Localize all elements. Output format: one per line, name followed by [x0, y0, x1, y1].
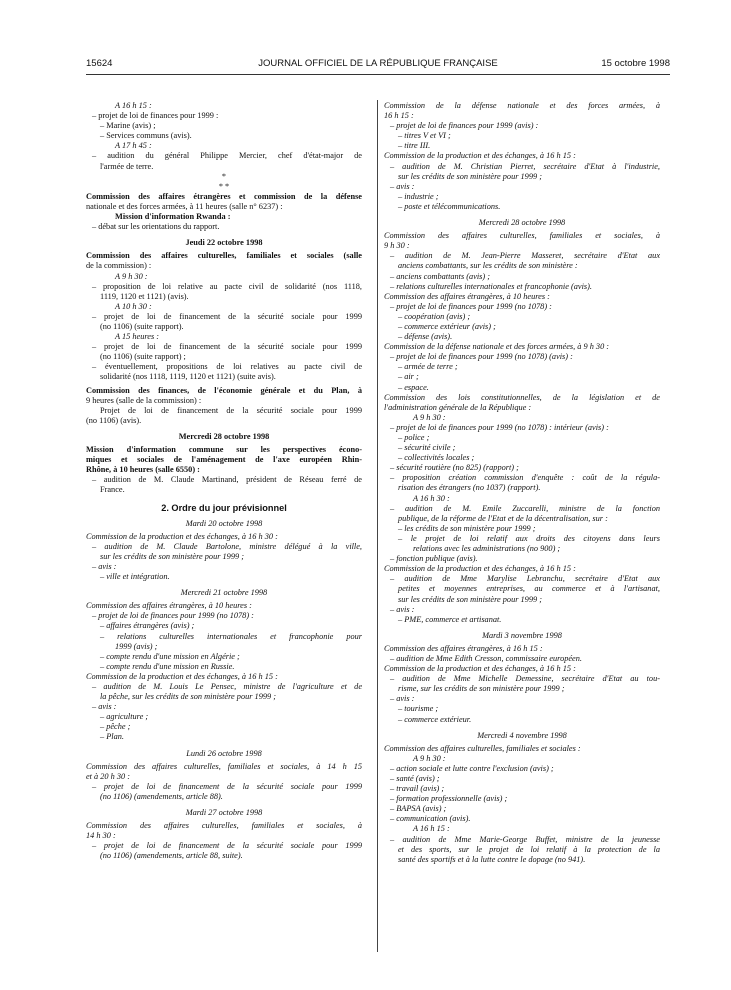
text-line: – armée de terre ; — [398, 362, 458, 372]
text-line: – santé (avis) ; — [390, 774, 440, 783]
text-line: – action sociale et lutte contre l'exclusion (avis) ; — [390, 763, 554, 773]
text-line: – avis : — [390, 694, 415, 704]
text-line: – audition de M. Jean-Pierre Masseret, secrétaire d'Etat aux — [390, 251, 660, 261]
text-line: – industrie ; — [398, 191, 439, 201]
text-line: anciens combattants, sur les crédits de son ministère : — [398, 261, 578, 271]
text-line: – commerce extérieur. — [398, 714, 472, 724]
text-line: – police ; — [398, 433, 430, 442]
text-line: France. — [100, 485, 125, 495]
text-line: 9 h 30 : — [384, 241, 410, 251]
text-line: relations avec les administrations (no 900) ; — [413, 544, 561, 554]
text-line: 14 h 30 : — [86, 831, 116, 841]
text-line: – le projet de loi relatif aux droits des citoyens dans leurs — [398, 533, 660, 543]
text-line: Lundi 26 octobre 1998 — [186, 748, 262, 758]
text-line: – projet de loi de finances pour 1999 (no 1078) : — [92, 611, 254, 621]
text-line: – fonction publique (avis). — [390, 554, 478, 564]
text-line: – formation professionnelle (avis) ; — [390, 794, 508, 804]
text-line: Rhône, à 10 heures (salle 6550) : — [86, 465, 200, 475]
text-line: (no 1106) (avis). — [86, 415, 142, 425]
text-line: – projet de loi de finances pour 1999 : — [92, 111, 219, 121]
text-line: risation des étrangers (no 1037) (rapport). — [398, 483, 541, 493]
text-line: – audition de M. Louis Le Pensec, ministre de l'agriculture et de — [92, 681, 362, 691]
text-line: 9 heures (salle de la commission) : — [86, 395, 202, 405]
text-line: A 10 h 30 : — [115, 301, 152, 311]
text-line: – agriculture ; — [100, 712, 149, 722]
text-line: – titres V et VI ; — [398, 131, 451, 141]
text-line: Mission d'information commune sur les perspectives écono- — [86, 445, 362, 454]
text-line: la pêche, sur les crédits de son ministère pour 1999 ; — [100, 692, 276, 702]
text-line: – éventuellement, propositions de loi relatives au pacte civil de — [92, 362, 362, 372]
text-line: Mercredi 4 novembre 1998 — [477, 730, 567, 740]
text-line: – relations culturelles internationales et francophonie (avis). — [390, 281, 592, 291]
text-line: Mardi 27 octobre 1998 — [185, 808, 263, 817]
text-line: Commission des lois constitutionnelles, de la législation et de — [384, 392, 660, 402]
text-line: – projet de loi de financement de la sécurité sociale pour 1999 — [92, 342, 362, 352]
spacer — [86, 495, 362, 501]
text-line: petites et moyennes entreprises, au commerce et à l'artisanat, — [398, 584, 660, 594]
text-line: – avis : — [390, 181, 415, 191]
text-line: risme, sur les crédits de son ministère pour 1999 ; — [398, 684, 565, 694]
text-line: – audition de Mme Michelle Demessine, secrétaire d'Etat au tou- — [390, 674, 660, 684]
text-line: Commission de la défense nationale et des forces armées, à 9 h 30 : — [384, 342, 610, 352]
text-line: Commission de la défense nationale et des forces armées, à — [384, 101, 660, 110]
text-line: – avis : — [390, 604, 415, 614]
text-line: (no 1106) (suite rapport) ; — [100, 352, 186, 362]
text-line: 16 h 15 : — [384, 111, 414, 121]
text-line: – audition de M. Claude Martinand, président de Réseau ferré de — [92, 475, 362, 485]
text-line: A 16 h 15 : — [115, 101, 152, 110]
text-line: Commission des affaires culturelles, familiales et sociales, à — [384, 231, 660, 241]
text-line: nationale et des forces armées, à 11 heures (salle n° 6237) : — [86, 201, 283, 211]
text-line: publique, de la réforme de l'Etat et de la décentralisation, sur : — [398, 513, 608, 523]
text-line: A 16 h 30 : — [413, 493, 450, 503]
text-line: – PME, commerce et artisanat. — [398, 614, 502, 624]
text-line: (no 1106) (suite rapport). — [100, 321, 184, 331]
text-line: – collectivités locales ; — [398, 453, 475, 463]
text-line: et à 20 h 30 : — [86, 771, 131, 781]
text-line: 1119, 1120 et 1121) (avis). — [100, 291, 189, 301]
text-line: Commission de la production et des échanges, à 16 h 15 : — [86, 671, 278, 681]
text-line: Commission des affaires étrangères, à 10 heures : — [384, 291, 550, 301]
text-line: l'armée de terre. — [100, 161, 154, 171]
text-line: – audition du général Philippe Mercier, chef d'état-major de — [92, 151, 362, 161]
text-line: – Plan. — [100, 732, 124, 742]
text-line: Mission d'information Rwanda : — [115, 212, 231, 222]
text-line: – audition de M. Claude Bartolone, ministre délégué à la ville, — [92, 541, 362, 551]
text-line: Mercredi 28 octobre 1998 — [478, 218, 566, 228]
text-line: – les crédits de son ministère pour 1999 ; — [398, 523, 536, 533]
text-line: – sécurité civile ; — [398, 443, 456, 453]
right-column — [384, 101, 660, 865]
text-line: A 17 h 45 : — [115, 141, 152, 151]
text-line: – travail (avis) ; — [390, 784, 445, 794]
text-line: – relations culturelles internationales et francophonie pour — [100, 631, 362, 641]
text-line: Commission de la production et des échanges, à 16 h 15 : — [384, 564, 576, 574]
text-line: – proposition de loi relative au pacte civil de solidarité (nos 1118, — [92, 281, 362, 291]
text-line: – titre III. — [398, 141, 431, 151]
text-line: 1999 (avis) ; — [115, 641, 158, 651]
text-line: – pêche ; — [100, 722, 131, 732]
text-line: – projet de loi de finances pour 1999 (no 1078) : intérieur (avis) : — [390, 422, 609, 432]
text-line: Commission des affaires étrangères, à 10 heures : — [86, 601, 252, 611]
text-line: Commission de la production et des échanges, à 16 h 30 : — [86, 531, 278, 541]
text-line: Mercredi 21 octobre 1998 — [180, 588, 268, 598]
text-line: Commission des affaires culturelles, familiales et sociales, à — [86, 821, 362, 831]
text-line: – projet de loi de financement de la sécurité sociale pour 1999 — [92, 781, 362, 791]
text-line: – avis : — [92, 561, 117, 571]
text-line: de la commission) : — [86, 261, 152, 271]
text-line: – anciens combattants (avis) ; — [390, 271, 491, 281]
issue-date: 15 octobre 1998 — [601, 58, 670, 69]
text-line: – communication (avis). — [390, 814, 471, 824]
text-line: – projet de loi de financement de la sécurité sociale pour 1999 — [92, 311, 362, 321]
text-line: Commission des affaires étrangères, à 16 h 15 : — [384, 643, 543, 653]
text-line: – audition de M. Christian Pierret, secrétaire d'Etat à l'industrie, — [390, 161, 660, 171]
text-line: sur les crédits de son ministère pour 1999 ; — [398, 594, 542, 604]
text-line: – compte rendu d'une mission en Algérie ; — [100, 651, 240, 661]
text-line: – affaires étrangères (avis) ; — [100, 621, 195, 631]
text-line: (no 1106) (amendements, article 88, suite). — [100, 851, 243, 861]
text-line: Mercredi 28 octobre 1998 — [178, 431, 270, 441]
text-line: – avis : — [92, 702, 117, 712]
text-line: A 16 h 15 : — [413, 824, 450, 834]
text-line: Commission des finances, de l'économie générale et du Plan, à — [86, 385, 362, 395]
text-line: – espace. — [398, 382, 429, 392]
text-line: * — [221, 171, 227, 181]
text-line: Commission des affaires culturelles, familiales et sociales (salle — [86, 251, 362, 261]
text-line: Commission des affaires culturelles, familiales et sociales, à 14 h 15 — [86, 761, 362, 771]
text-line: – BAPSA (avis) ; — [390, 804, 447, 814]
text-line: Mardi 20 octobre 1998 — [185, 518, 263, 528]
text-line: sur les crédits de son ministère pour 1999 ; — [100, 551, 244, 561]
journal-title: JOURNAL OFFICIEL DE LA RÉPUBLIQUE FRANÇAISE — [258, 58, 498, 69]
header-rule — [86, 74, 670, 75]
text-line: Commission de la production et des échanges, à 16 h 15 : — [384, 664, 576, 674]
text-line: – projet de loi de finances pour 1999 (no 1078) (avis) : — [390, 352, 573, 362]
text-line: – Marine (avis) ; — [100, 121, 156, 131]
text-line: solidarité (nos 1118, 1119, 1120 et 1121) (suite avis). — [100, 372, 276, 382]
text-line: – air ; — [398, 372, 419, 382]
text-line: – compte rendu d'une mission en Russie. — [100, 661, 235, 671]
text-line: Commission des affaires étrangères et commission de la défense — [86, 191, 362, 201]
left-column — [86, 101, 362, 861]
text-line: – Services communs (avis). — [100, 131, 192, 141]
text-line: A 9 h 30 : — [413, 753, 446, 763]
text-line: Commission des affaires culturelles, familiales et sociales : — [384, 743, 581, 753]
text-line: – projet de loi de finances pour 1999 (no 1078) : — [390, 301, 552, 311]
text-line: – audition de M. Emile Zuccarelli, ministre de la fonction — [390, 503, 660, 513]
text-line: (no 1106) (amendements, article 88). — [100, 791, 223, 801]
page-header — [86, 58, 670, 72]
text-line: miques et sociales de l'aménagement de l'axe européen Rhin- — [86, 455, 362, 465]
text-line: – commerce extérieur (avis) ; — [398, 321, 496, 331]
text-line: – poste et télécommunications. — [398, 201, 501, 211]
text-line: – projet de loi de finances pour 1999 (avis) : — [390, 121, 539, 131]
text-line: et des sports, sur le projet de loi relatif à la protection de la — [398, 844, 660, 854]
text-line: Mardi 3 novembre 1998 — [482, 630, 562, 640]
column-divider — [377, 100, 378, 952]
text-line: – projet de loi de financement de la sécurité sociale pour 1999 — [92, 841, 362, 851]
text-line: Projet de loi de financement de la sécurité sociale pour 1999 — [100, 405, 362, 415]
text-line: A 15 heures : — [115, 332, 160, 342]
text-line: Commission de la production et des échanges, à 16 h 15 : — [384, 151, 576, 161]
text-line: – coopération (avis) ; — [398, 311, 471, 321]
text-line: santé des sportifs et à la lutte contre le dopage (no 941). — [398, 854, 586, 864]
text-line: l'administration générale de la République : — [384, 402, 532, 412]
text-line: – défense (avis). — [398, 332, 453, 342]
text-line: – débat sur les orientations du rapport. — [92, 222, 220, 232]
text-line: 2. Ordre du jour prévisionnel — [161, 503, 287, 514]
text-line: A 9 h 30 : — [413, 412, 446, 422]
text-line: – sécurité routière (no 825) (rapport) ; — [390, 463, 519, 473]
text-line: – audition de Mme Marie-George Buffet, ministre de la jeunesse — [390, 834, 660, 844]
text-line: – proposition création commission d'enquête : coût de la régula- — [390, 473, 660, 483]
text-line: – ville et intégration. — [100, 572, 170, 582]
text-line: – audition de Mme Marylise Lebranchu, secrétaire d'Etat aux — [390, 574, 660, 584]
text-line: sur les crédits de son ministère pour 1999 ; — [398, 171, 542, 181]
text-line: A 9 h 30 : — [115, 271, 148, 281]
text-line: – tourisme ; — [398, 704, 439, 714]
text-line: * * — [218, 181, 230, 191]
text-line: Jeudi 22 octobre 1998 — [185, 238, 263, 248]
text-line: – audition de Mme Edith Cresson, commissaire européen. — [390, 653, 582, 663]
page-number: 15624 — [86, 58, 113, 69]
